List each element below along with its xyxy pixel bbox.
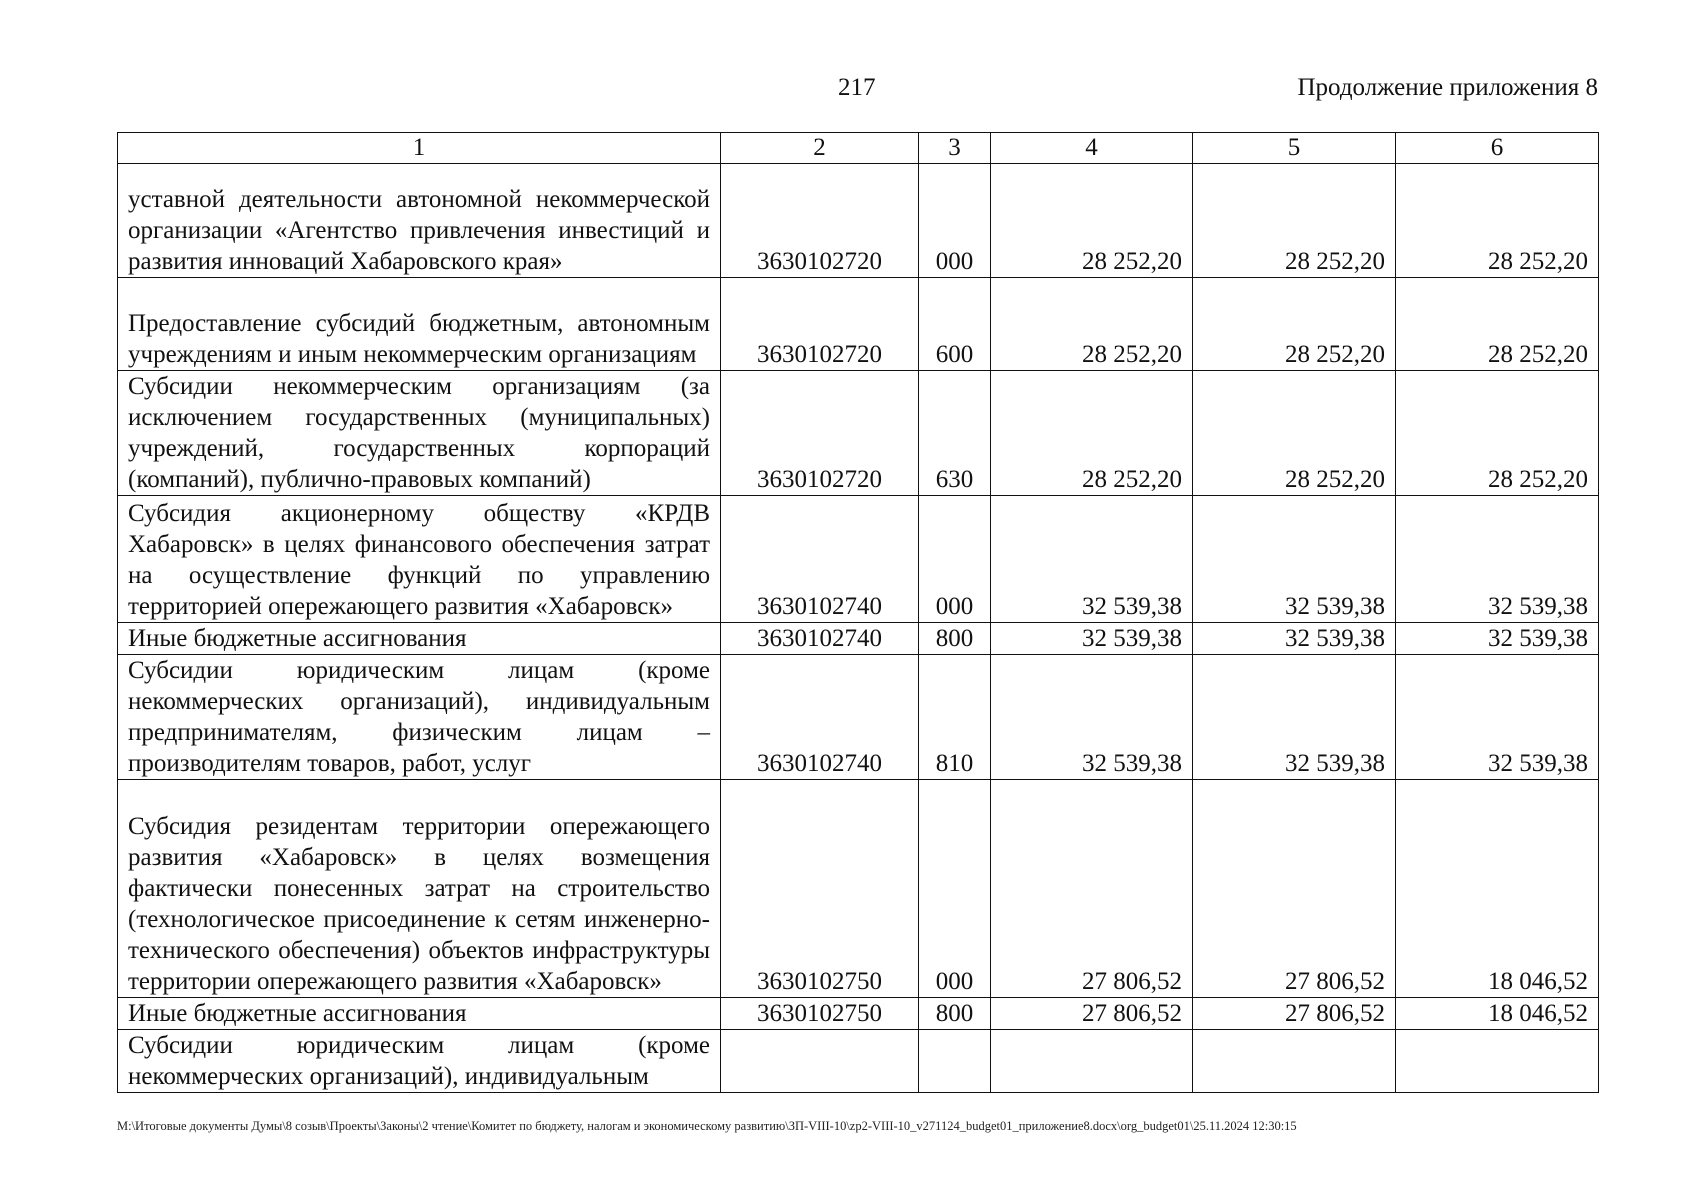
column-header-6: 6 <box>1396 133 1599 164</box>
row-target-code: 3630102720 <box>721 371 919 496</box>
row-value-6: 18 046,52 <box>1396 998 1599 1030</box>
row-expense-type <box>919 1030 991 1093</box>
table-row <box>118 371 1599 496</box>
row-name: Субсидии юридическим лицам (кроме некоммерческих организаций), индивидуальным предпринимателям, физическим лицам – производителям товаров, работ, услуг <box>118 655 721 780</box>
row-value-4: 27 806,52 <box>991 780 1193 998</box>
row-value-6: 28 252,20 <box>1396 371 1599 496</box>
row-expense-type: 800 <box>919 998 991 1030</box>
row-value-5 <box>1193 1030 1396 1093</box>
row-value-6: 18 046,52 <box>1396 780 1599 998</box>
budget-table <box>117 132 1599 1093</box>
row-target-code: 3630102750 <box>721 780 919 998</box>
row-value-5: 28 252,20 <box>1193 278 1396 371</box>
row-name: Субсидии некоммерческим организациям (за исключением государственных (муниципальных) учреждений, государственных корпораций (компаний), публично-правовых компаний) <box>118 371 721 496</box>
row-target-code: 3630102720 <box>721 164 919 278</box>
table-row <box>118 164 1599 278</box>
row-name: Субсидии юридическим лицам (кроме некоммерческих организаций), индивидуальным <box>118 1030 721 1093</box>
table-row <box>118 780 1599 998</box>
row-name: Иные бюджетные ассигнования <box>118 623 721 655</box>
page-number: 217 <box>838 74 876 101</box>
row-target-code: 3630102720 <box>721 278 919 371</box>
row-expense-type: 000 <box>919 780 991 998</box>
row-name: Субсидия резидентам территории опережающего развития «Хабаровск» в целях возмещения фактически понесенных затрат на строительство (технологическое присоединение к сетям инженерно-технического обеспечения) объектов инфраструктуры территории опережающего развития «Хабаровск» <box>118 780 721 998</box>
row-target-code: 3630102740 <box>721 496 919 623</box>
row-expense-type: 000 <box>919 164 991 278</box>
row-value-5: 32 539,38 <box>1193 496 1396 623</box>
table-row <box>118 623 1599 655</box>
table-row <box>118 1030 1599 1093</box>
row-value-4: 27 806,52 <box>991 998 1193 1030</box>
row-value-4: 28 252,20 <box>991 164 1193 278</box>
row-name: Субсидия акционерному обществу «КРДВ Хабаровск» в целях финансового обеспечения затрат на осуществление функций по управлению территорией опережающего развития «Хабаровск» <box>118 496 721 623</box>
row-value-5: 28 252,20 <box>1193 371 1396 496</box>
row-value-4: 32 539,38 <box>991 496 1193 623</box>
row-value-5: 27 806,52 <box>1193 780 1396 998</box>
row-expense-type: 810 <box>919 655 991 780</box>
row-target-code: 3630102740 <box>721 655 919 780</box>
table-header-row <box>118 133 1599 164</box>
column-header-1: 1 <box>118 133 721 164</box>
row-expense-type: 600 <box>919 278 991 371</box>
row-value-6: 28 252,20 <box>1396 164 1599 278</box>
row-name: Иные бюджетные ассигнования <box>118 998 721 1030</box>
row-target-code: 3630102740 <box>721 623 919 655</box>
appendix-label: Продолжение приложения 8 <box>1297 74 1598 101</box>
row-value-6: 32 539,38 <box>1396 623 1599 655</box>
row-name: уставной деятельности автономной некоммерческой организации «Агентство привлечения инвестиций и развития инноваций Хабаровского края» <box>118 164 721 278</box>
table-row <box>118 998 1599 1030</box>
row-value-4: 32 539,38 <box>991 655 1193 780</box>
table-row <box>118 655 1599 780</box>
row-value-4: 28 252,20 <box>991 278 1193 371</box>
column-header-2: 2 <box>721 133 919 164</box>
table-row <box>118 278 1599 371</box>
column-header-4: 4 <box>991 133 1193 164</box>
row-value-6: 32 539,38 <box>1396 655 1599 780</box>
row-value-6: 32 539,38 <box>1396 496 1599 623</box>
row-value-6: 28 252,20 <box>1396 278 1599 371</box>
row-value-4: 32 539,38 <box>991 623 1193 655</box>
row-expense-type: 800 <box>919 623 991 655</box>
column-header-5: 5 <box>1193 133 1396 164</box>
row-value-4 <box>991 1030 1193 1093</box>
footer-file-path: M:\Итоговые документы Думы\8 созыв\Проекты\Законы\2 чтение\Комитет по бюджету, налогам и экономическому развитию\ЗП-VIII-10\zp2-VIII-10_v271124_budget01_приложение8.docx\org_budget01\25.11.2024 12:30:15 <box>117 1119 1297 1133</box>
row-value-5: 32 539,38 <box>1193 655 1396 780</box>
row-value-5: 27 806,52 <box>1193 998 1396 1030</box>
row-value-5: 28 252,20 <box>1193 164 1396 278</box>
row-target-code: 3630102750 <box>721 998 919 1030</box>
row-value-4: 28 252,20 <box>991 371 1193 496</box>
row-expense-type: 000 <box>919 496 991 623</box>
row-value-6 <box>1396 1030 1599 1093</box>
row-value-5: 32 539,38 <box>1193 623 1396 655</box>
column-header-3: 3 <box>919 133 991 164</box>
row-name: Предоставление субсидий бюджетным, автономным учреждениям и иным некоммерческим организациям <box>118 278 721 371</box>
row-expense-type: 630 <box>919 371 991 496</box>
table-row <box>118 496 1599 623</box>
row-target-code <box>721 1030 919 1093</box>
